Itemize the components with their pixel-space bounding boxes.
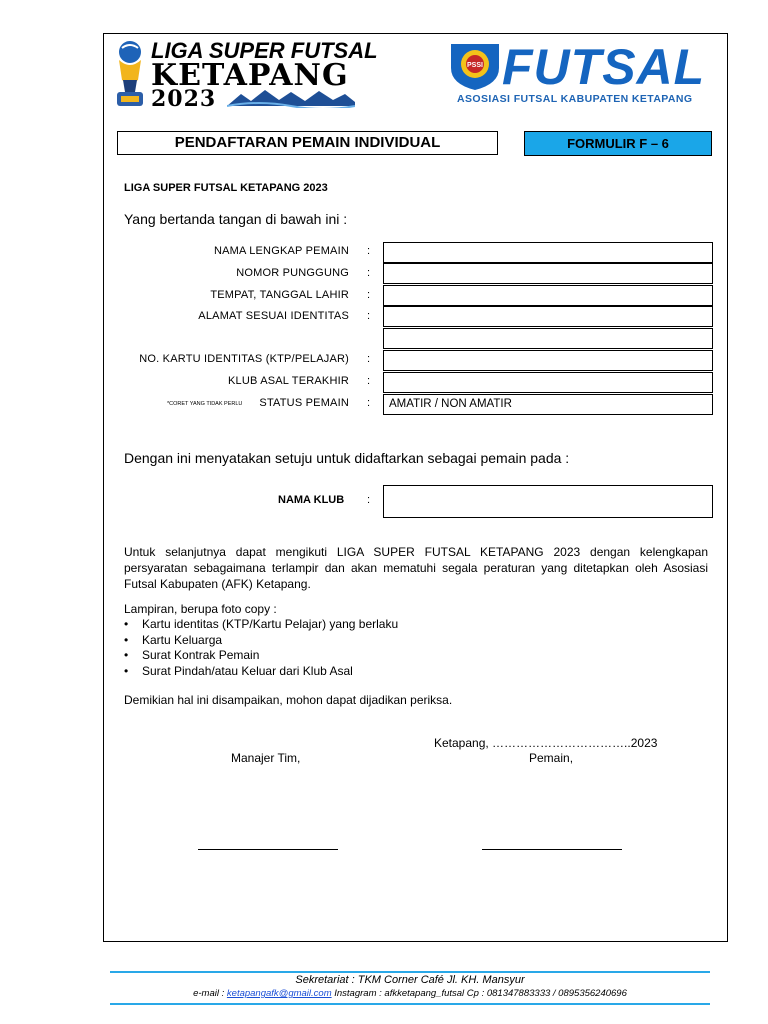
logo-year-text: 2023 [151, 86, 217, 112]
signature-line-manager [198, 849, 338, 850]
footer-email-prefix: e-mail : [193, 988, 227, 999]
footer-divider-bottom [110, 1003, 710, 1005]
attachments-list [124, 617, 398, 679]
terms-paragraph: Untuk selanjutnya dapat mengikuti LIGA SUPER FUTSAL KETAPANG 2023 dengan kelengkapan persyaratan sebagaimana terlampir dan akan mematuhi segala peraturan yang ditetapkan oleh Asosiasi Futsal Kabupaten (AFK) Ketapang. [124, 545, 708, 591]
status-pemain-field[interactable]: AMATIR / NON AMATIR [383, 394, 713, 415]
signature-label-player: Pemain, [529, 751, 574, 765]
footer-email-link[interactable]: ketapangafk@gmail.com [226, 988, 332, 999]
colon: : [367, 397, 371, 409]
pssi-emblem-icon [447, 42, 503, 92]
futsal-wordmark: FUTSAL [502, 39, 706, 95]
association-name: ASOSIASI FUTSAL KABUPATEN KETAPANG [457, 93, 693, 105]
alamat-field[interactable] [383, 306, 713, 327]
league-logo [113, 38, 378, 112]
nama-klub-field[interactable] [383, 485, 713, 518]
alamat-field-line-2[interactable] [383, 328, 713, 349]
nama-lengkap-field[interactable] [383, 242, 713, 263]
logo-liga-text: LIGA SUPER FUTSAL [151, 38, 378, 63]
league-name: LIGA SUPER FUTSAL KETAPANG 2023 [124, 182, 328, 194]
trophy-icon [113, 40, 147, 110]
tempat-tanggal-lahir-field[interactable] [383, 285, 713, 306]
colon: : [367, 267, 371, 279]
form-title: PENDAFTARAN PEMAIN INDIVIDUAL [117, 131, 498, 155]
footer-address: Sekretariat : TKM Corner Café Jl. KH. Mansyur [295, 974, 525, 986]
label-nama-lengkap: NAMA LENGKAP PEMAIN [213, 245, 349, 257]
attachments-title: Lampiran, berupa foto copy : [124, 602, 277, 616]
no-kartu-identitas-field[interactable] [383, 350, 713, 371]
footer-divider-top [110, 971, 710, 973]
colon: : [367, 310, 371, 322]
signature-label-manager: Manajer Tim, [231, 751, 301, 765]
agreement-text: Dengan ini menyatakan setuju untuk didaftarkan sebagai pemain pada : [124, 450, 570, 466]
label-tempat-tanggal-lahir: TEMPAT, TANGGAL LAHIR [210, 289, 349, 301]
colon: : [367, 289, 371, 301]
label-status-pemain: STATUS PEMAIN [259, 397, 349, 409]
list-item: • Surat Kontrak Pemain [124, 648, 398, 664]
logo-ketapang-text: KETAPANG [151, 58, 349, 93]
label-nama-klub: NAMA KLUB [278, 494, 345, 506]
footer-contact [110, 988, 710, 999]
colon: : [367, 375, 371, 387]
footer-contact-rest: Instagram : afkketapang_futsal Cp : 081347883333 / 0895356240696 [331, 988, 627, 999]
signature-line-player [482, 849, 622, 850]
label-no-kartu-identitas: NO. KARTU IDENTITAS (KTP/PELAJAR) [139, 353, 349, 365]
colon: : [367, 494, 371, 506]
klub-asal-field[interactable] [383, 372, 713, 393]
label-klub-asal: KLUB ASAL TERAKHIR [228, 375, 349, 387]
association-logo [447, 39, 719, 108]
intro-text: Yang bertanda tangan di bawah ini : [124, 211, 348, 227]
list-item: • Kartu Keluarga [124, 633, 398, 649]
place-date: Ketapang, ……………………………..2023 [434, 736, 658, 750]
label-alamat: ALAMAT SESUAI IDENTITAS [198, 310, 349, 322]
colon: : [367, 353, 371, 365]
nomor-punggung-field[interactable] [383, 263, 713, 284]
closing-text: Demikian hal ini disampaikan, mohon dapat dijadikan periksa. [124, 693, 453, 707]
form-code-badge: FORMULIR F – 6 [524, 131, 712, 156]
mountains-icon [227, 86, 355, 108]
colon: : [367, 245, 371, 257]
emblem-text: PSSI [467, 62, 483, 69]
label-nomor-punggung: NOMOR PUNGGUNG [236, 267, 349, 279]
list-item: • Surat Pindah/atau Keluar dari Klub Asal [124, 664, 398, 680]
status-note: *CORET YANG TIDAK PERLU [167, 401, 243, 407]
list-item: • Kartu identitas (KTP/Kartu Pelajar) yang berlaku [124, 617, 398, 633]
